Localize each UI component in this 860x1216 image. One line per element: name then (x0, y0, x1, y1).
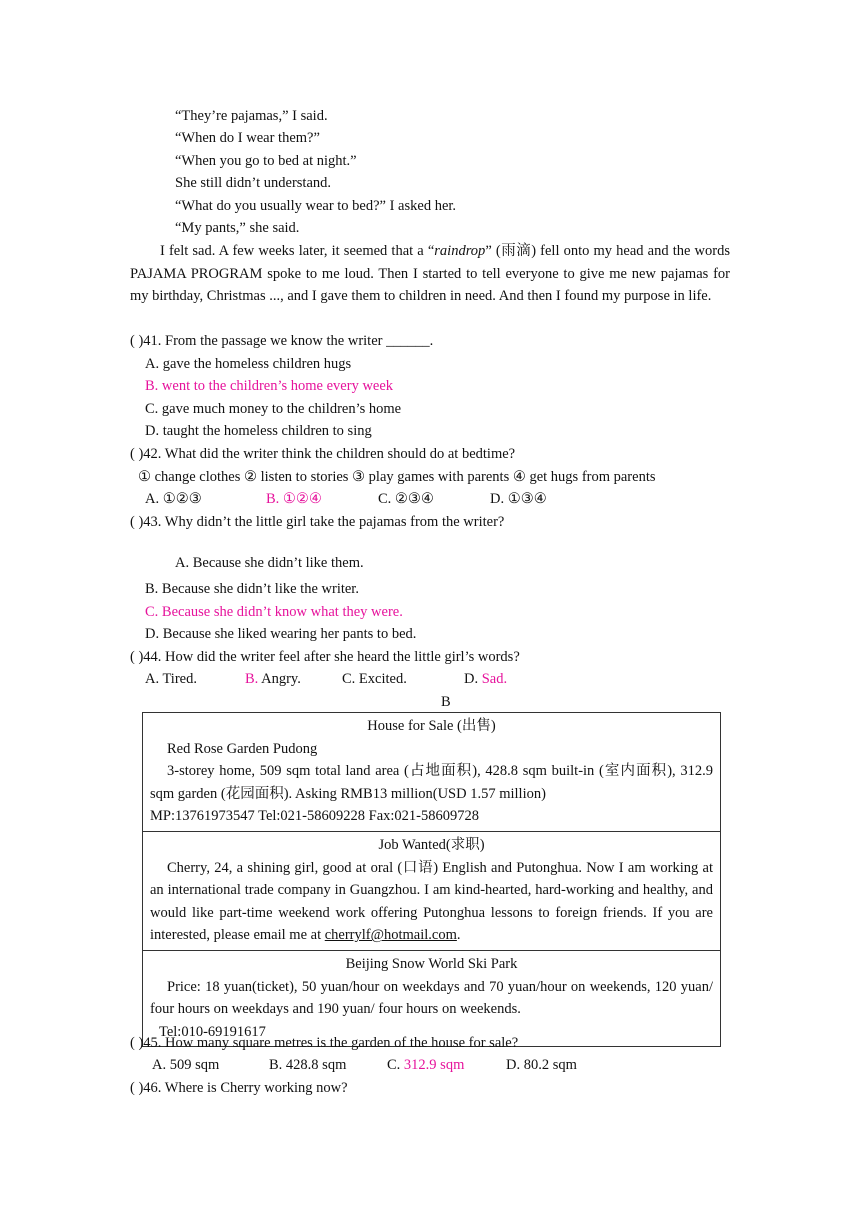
option-43-c-answer: C. Because she didn’t know what they were. (145, 604, 403, 620)
job-ad-desc: Cherry, 24, a shining girl, good at oral (口语) English and Putonghua. Now I am working at an international trade company in Guangzhou. I am kind-hearted, hard-working and healthy, and would like part-time weekend work offering Putonghua lessons to foreign friends. If you are interested, please email me at cherrylf@hotmail.com. (150, 859, 713, 944)
question-42: ( )42. What did the writer think the children should do at bedtime? (130, 446, 516, 462)
question-44: ( )44. How did the writer feel after she heard the little girl’s words? (130, 649, 520, 665)
house-ad-name: Red Rose Garden Pudong (167, 740, 318, 757)
option-41-a: A. gave the homeless children hugs (145, 356, 352, 372)
option-44-c: C. Excited. (342, 671, 407, 687)
option-45-c-answer: C. 312.9 sqm (387, 1057, 465, 1073)
option-44-b: B. Angry. (245, 671, 301, 687)
option-42-b-answer: B. ①②④ (266, 491, 322, 507)
question-42-items: ① change clothes ② listen to stories ③ play games with parents ④ get hugs from parents (138, 469, 656, 485)
option-43-d: D. Because she liked wearing her pants to bed. (145, 626, 417, 642)
house-ad (143, 713, 720, 832)
dialogue-line: “When you go to bed at night.” (175, 153, 357, 169)
option-41-b-answer: B. went to the children’s home every week (145, 378, 394, 394)
job-ad (143, 832, 720, 951)
dialogue-line: She still didn’t understand. (175, 175, 332, 191)
question-41: ( )41. From the passage we know the writer ______. (130, 333, 434, 349)
option-41-c: C. gave much money to the children’s home (145, 401, 402, 417)
option-43-b: B. Because she didn’t like the writer. (145, 581, 359, 597)
option-41-d: D. taught the homeless children to sing (145, 423, 372, 439)
house-ad-title: House for Sale (出售) (367, 718, 496, 734)
ski-ad-tel: Tel:010-69191617 (159, 1023, 266, 1040)
option-42-c: C. ②③④ (378, 491, 434, 507)
option-44-d-answer: D. Sad. (464, 671, 508, 687)
dialogue-line: “My pants,” she said. (175, 220, 300, 236)
option-42-a: A. ①②③ (145, 491, 202, 507)
email-link[interactable]: cherrylf@hotmail.com (324, 927, 457, 944)
option-42-d: D. ①③④ (490, 491, 547, 507)
dialogue-line: “What do you usually wear to bed?” I asked her. (175, 198, 457, 214)
option-45-a: A. 509 sqm (152, 1057, 220, 1073)
ski-ad-desc: Price: 18 yuan(ticket), 50 yuan/hour on weekdays and 70 yuan/hour on weekends, 120 yuan/ four hours on weekdays and 190 yuan/ four hours on weekends. (150, 978, 713, 1018)
option-43-a: A. Because she didn’t like them. (175, 555, 364, 571)
option-45-d: D. 80.2 sqm (506, 1057, 577, 1073)
job-ad-title: Job Wanted(求职) (378, 836, 485, 853)
ski-ad-title: Beijing Snow World Ski Park (345, 955, 518, 972)
question-45: ( )45. How many square metres is the garden of the house for sale? (130, 1035, 519, 1051)
story-paragraph: I felt sad. A few weeks later, it seemed that a “raindrop” (雨滴) fell onto my head and the words PAJAMA PROGRAM spoke to me loud. Then I started to tell everyone to give me new pajamas for my birthday, Christmas ..., and I gave them to children in need. And then I found my purpose in life. (130, 243, 730, 305)
ads-table (142, 712, 721, 1047)
option-44-a: A. Tired. (145, 671, 197, 687)
dialogue-line: “They’re pajamas,” I said. (175, 108, 328, 124)
option-45-b: B. 428.8 sqm (269, 1057, 347, 1073)
question-43: ( )43. Why didn’t the little girl take the pajamas from the writer? (130, 514, 505, 530)
section-b-heading: B (441, 694, 451, 710)
question-46: ( )46. Where is Cherry working now? (130, 1080, 348, 1096)
house-ad-contact: MP:13761973547 Tel:021-58609228 Fax:021-58609728 (150, 808, 479, 825)
dialogue-line: “When do I wear them?” (175, 130, 320, 146)
house-ad-desc: 3-storey home, 509 sqm total land area (占地面积), 428.8 sqm built-in (室内面积), 312.9 sqm garden (花园面积). Asking RMB13 million(USD 1.57 million) (150, 763, 713, 802)
